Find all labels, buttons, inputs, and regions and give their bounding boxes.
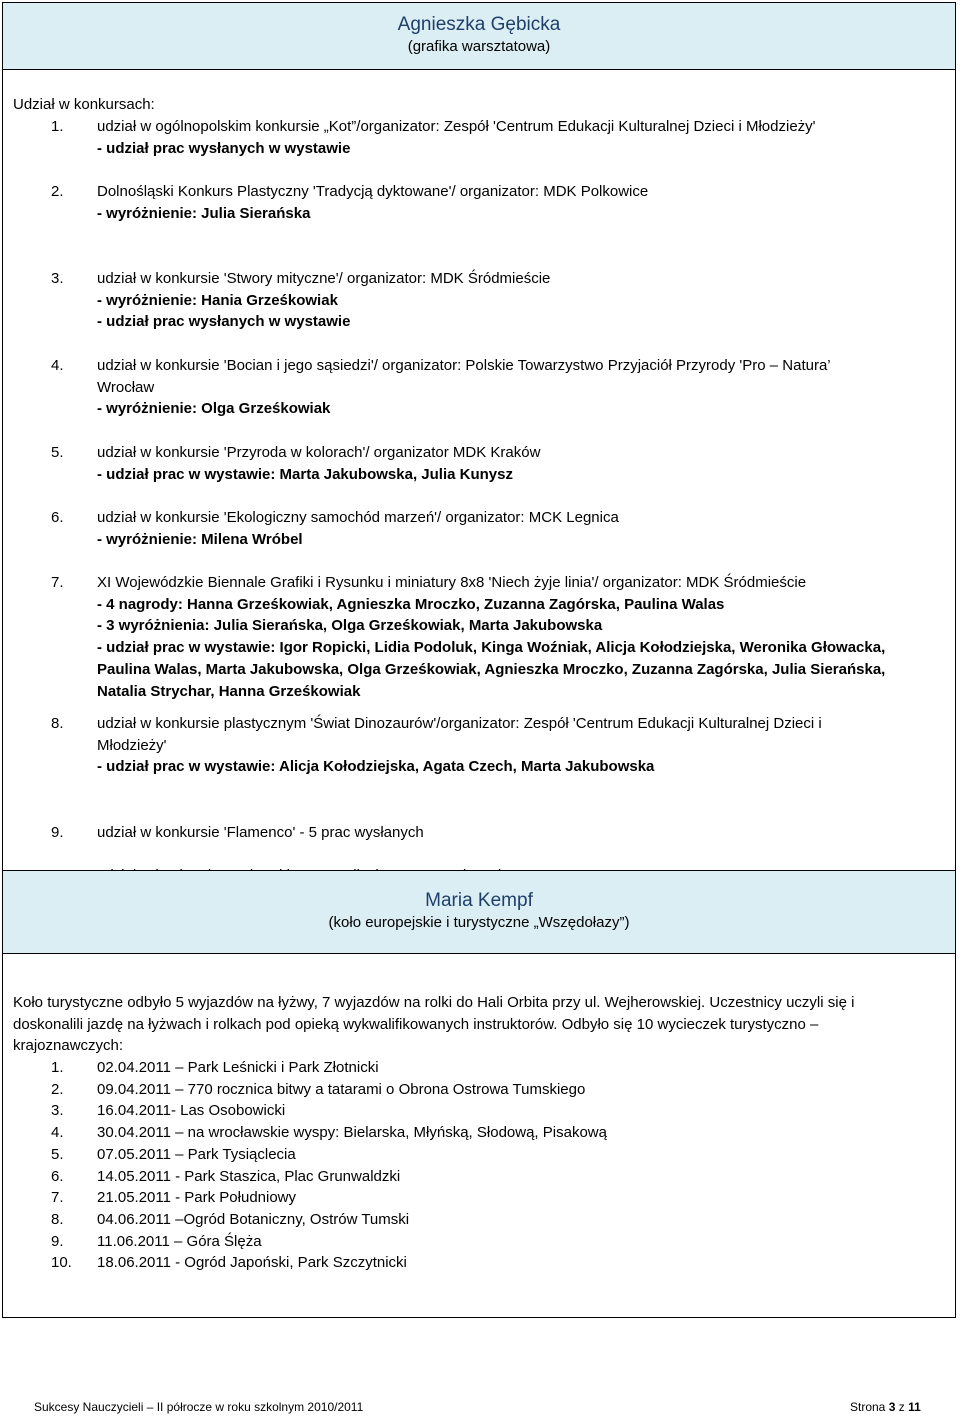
contest-description: udział w konkursie 'Ekologiczny samochód marzeń'/ organizator: MCK Legnica (97, 509, 619, 526)
trip-number: 7. (51, 1189, 64, 1207)
trip-item: 16.04.2011- Las Osobowicki (97, 1102, 286, 1120)
contest-description: Wrocław (97, 378, 155, 396)
contest-number: 2. (51, 183, 64, 200)
club-description: Koło turystyczne odbyło 5 wyjazdów na łyżwy, 7 wyjazdów na rolki do Hali Orbita przy ul. Wejherowskiej. Uczestnicy uczyli się i (13, 994, 855, 1011)
trip-item: 02.04.2011 – Park Leśnicki i Park Złotnicki (97, 1059, 379, 1076)
contest-result: - 4 nagrody: Hanna Grześkowiak, Agnieszka Mroczko, Zuzanna Zagórska, Paulina Walas (97, 595, 725, 613)
trip-item: 11.06.2011 – Góra Ślęża (97, 1232, 262, 1250)
trip-item: 09.04.2011 – 770 rocznica bitwy a tatarami o Obrona Ostrowa Tumskiego (97, 1080, 586, 1098)
trip-item: 07.05.2011 – Park Tysiąclecia (97, 1145, 296, 1163)
contest-description: XI Wojewódzkie Biennale Grafiki i Rysunku i miniatury 8x8 'Niech żyje linia'/ organizator: MDK Śródmieście (97, 574, 807, 591)
contest-result: - udział prac wysłanych w wystawie (97, 313, 351, 331)
contest-result: - udział prac w wystawie: Alicja Kołodziejska, Agata Czech, Marta Jakubowska (97, 758, 655, 776)
contest-result: - udział prac w wystawie: Marta Jakubowska, Julia Kunysz (97, 465, 513, 483)
teacher-name: Maria Kempf (425, 890, 533, 911)
section-header (3, 871, 955, 953)
contest-number: 9. (51, 824, 64, 841)
club-description: krajoznawczych: (13, 1037, 124, 1055)
trip-item: 30.04.2011 – na wrocławskie wyspy: Bielarska, Młyńską, Słodową, Pisakową (97, 1124, 607, 1142)
contest-description: udział w konkursie 'Flamenco' - 5 prac wysłanych (97, 824, 424, 841)
contest-number: 5. (51, 444, 64, 461)
contest-description: Dolnośląski Konkurs Plastyczny 'Tradycją dyktowane'/ organizator: MDK Polkowice (97, 183, 649, 200)
trip-item: 18.06.2011 - Ogród Japoński, Park Szczytnicki (97, 1254, 407, 1272)
contest-description: udział w konkursie 'Przyroda w kolorach'/ organizator MDK Kraków (97, 444, 541, 461)
teacher-subject: (koło europejskie i turystyczne „Wszędołazy”) (328, 914, 630, 931)
contest-number: 4. (51, 357, 64, 374)
trip-number: 4. (51, 1124, 64, 1142)
contest-result: Natalia Strychar, Hanna Grześkowiak (97, 682, 361, 700)
trip-number: 1. (51, 1059, 64, 1076)
section-agnieszka (2, 2, 956, 872)
contest-result: - wyróżnienie: Julia Sierańska (97, 204, 311, 222)
contest-intro: Udział w konkursach: (13, 96, 155, 113)
trip-item: 14.05.2011 - Park Staszica, Plac Grunwaldzki (97, 1167, 401, 1185)
trip-number: 6. (51, 1167, 64, 1185)
contest-result: - udział prac w wystawie: Igor Ropicki, Lidia Podoluk, Kinga Woźniak, Alicja Kołodziejska, Weronika Głowacka, (97, 639, 886, 657)
trip-item: 04.06.2011 –Ogród Botaniczny, Ostrów Tumski (97, 1210, 410, 1228)
trip-number: 8. (51, 1210, 64, 1228)
trip-number: 3. (51, 1102, 64, 1120)
contest-number: 3. (51, 270, 64, 287)
contest-description: Młodzieży' (97, 736, 167, 754)
section-body (3, 953, 955, 1317)
contest-description: udział w konkursie plastycznym 'Świat Dinozaurów'/organizator: Zespół 'Centrum Edukacji Kulturalnej Dzieci i (97, 715, 822, 732)
trip-number: 10. (51, 1254, 72, 1272)
teacher-subject: (grafika warsztatowa) (407, 38, 551, 55)
contest-result: - udział prac wysłanych w wystawie (97, 139, 351, 157)
section-maria (2, 870, 956, 1318)
section-body (3, 69, 955, 871)
trip-number: 9. (51, 1232, 64, 1250)
contest-result: - wyróżnienie: Olga Grześkowiak (97, 400, 331, 418)
contest-number: 7. (51, 574, 64, 591)
section-header (3, 3, 955, 69)
contest-result: - 3 wyróżnienia: Julia Sierańska, Olga Grześkowiak, Marta Jakubowska (97, 617, 603, 635)
contest-result: - wyróżnienie: Milena Wróbel (97, 530, 303, 548)
page-number: Strona 3 z 11 (850, 1400, 921, 1414)
contest-result: - wyróżnienie: Hania Grześkowiak (97, 291, 338, 309)
footer-title: Sukcesy Nauczycieli – II półrocze w roku szkolnym 2010/2011 (34, 1400, 364, 1414)
trip-number: 5. (51, 1145, 64, 1163)
contest-result: Paulina Walas, Marta Jakubowska, Olga Grześkowiak, Agnieszka Mroczko, Zuzanna Zagórska, Julia Sierańska, (97, 660, 886, 678)
contest-description: udział w konkursie 'Bocian i jego sąsiedzi'/ organizator: Polskie Towarzystwo Przyjaciół Przyrody 'Pro – Natura’ (97, 357, 831, 374)
club-description: doskonalili jazdę na łyżwach i rolkach pod opieką wykwalifikowanych instruktorów. Odbyło się 10 wycieczek turystyczno – (13, 1015, 819, 1033)
contest-number: 6. (51, 509, 64, 526)
contest-description: udział w ogólnopolskim konkursie „Kot”/organizator: Zespół 'Centrum Edukacji Kulturalnej Dzieci i Młodzieży' (97, 118, 816, 135)
contest-number: 1. (51, 118, 64, 135)
trip-item: 21.05.2011 - Park Południowy (97, 1189, 297, 1207)
contest-description: udział w konkursie 'Stwory mityczne'/ organizator: MDK Śródmieście (97, 270, 551, 287)
teacher-name: Agnieszka Gębicka (397, 14, 561, 35)
contest-number: 8. (51, 715, 64, 732)
trip-number: 2. (51, 1080, 64, 1098)
